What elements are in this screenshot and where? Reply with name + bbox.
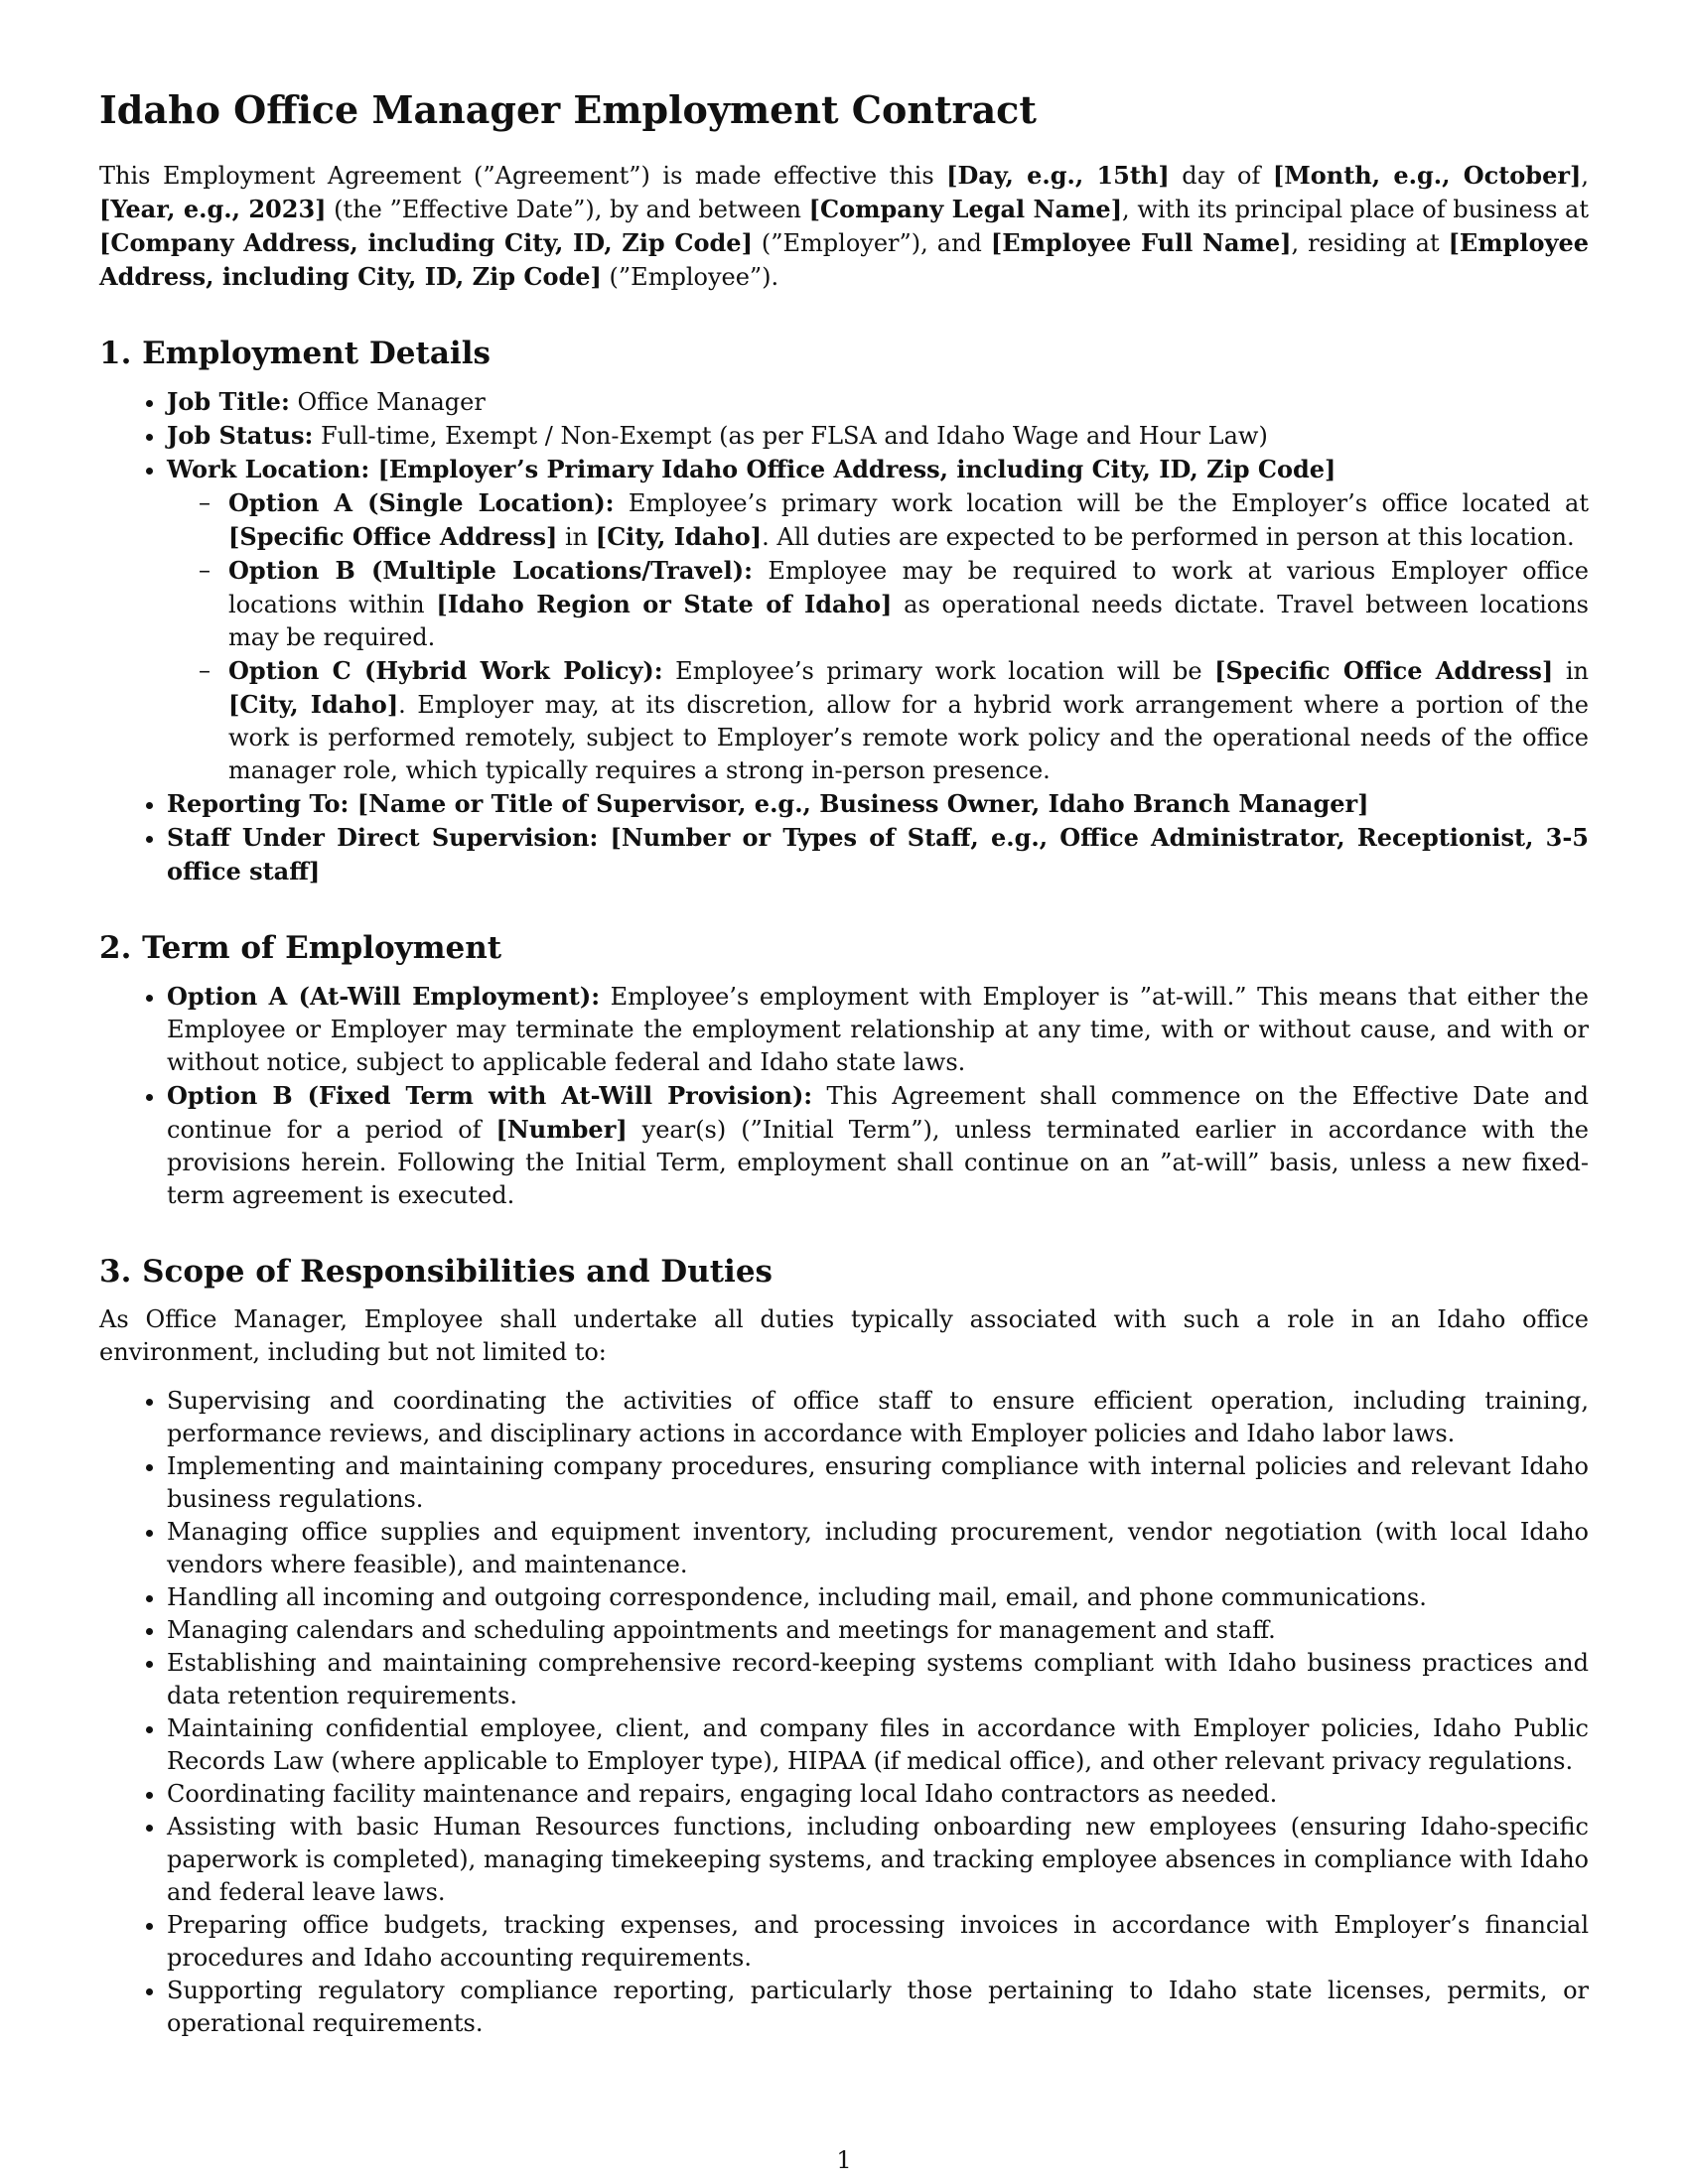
duty-item: • Establishing and maintaining comprehensive record-keeping systems compliant with Idaho business practices and data retention requirements. (167, 1647, 1589, 1712)
option-label: Option A (At-Will Employment): (167, 982, 601, 1011)
duty-item: • Supporting regulatory compliance reporting, particularly those pertaining to Idaho state licenses, permits, or operational requirements. (167, 1975, 1589, 2040)
duty-item: • Preparing office budgets, tracking expenses, and processing invoices in accordance with Employer’s financial procedures and Idaho accounting requirements. (167, 1909, 1589, 1975)
duties-intro: As Office Manager, Employee shall undertake all duties typically associated with such a role in an Idaho office environment, including but not limited to: (99, 1305, 1589, 1366)
placeholder-employee-address: [Employee Address, including City, ID, Zip Code] (99, 228, 1589, 291)
placeholder: [Idaho Region or State of Idaho] (436, 590, 893, 618)
option-text: Employee’s employment with Employer is ”at-will.” This means that either the Employee or Employer may terminate the employment relationship at any time, with or without cause, and with or without notice, subject to applicable federal and Idaho state laws. (167, 983, 1589, 1076)
placeholder: [Specific Office Address] (1214, 656, 1554, 685)
option-text: Employee may be required to work at various Employer office locations within (228, 557, 1589, 618)
field-label: Job Title: (167, 387, 290, 416)
field-value: [Name or Title of Supervisor, e.g., Business Owner, Idaho Branch Manager] (356, 789, 1369, 818)
field-label: Staff Under Direct Supervision: (167, 823, 611, 852)
field-value: [Employer’s Primary Idaho Office Address, including City, ID, Zip Code] (377, 455, 1336, 483)
duty-item: • Assisting with basic Human Resources functions, including onboarding new employees (ensuring Idaho-specific paperwork is completed), managing timekeeping systems, and tracking employee absences in compliance with Idaho and federal leave laws. (167, 1811, 1589, 1909)
intro-text: (the ”Effective Date”), by and between (326, 196, 809, 223)
document-page (99, 87, 1589, 2040)
duty-item: • Coordinating facility maintenance and repairs, engaging local Idaho contractors as needed. (167, 1778, 1589, 1811)
field-label: Work Location: (167, 455, 378, 483)
section-3-heading: 3. Scope of Responsibilities and Duties (99, 1254, 774, 1290)
option-text: as operational needs dictate. Travel between locations may be required. (228, 591, 1589, 651)
list-item-work-location (167, 453, 1589, 787)
field-label: Reporting To: (167, 789, 357, 818)
list-item-reporting-to (167, 787, 1589, 821)
document-title: Idaho Office Manager Employment Contract (99, 87, 1037, 132)
option-text: This Agreement shall commence on the Effective Date and continue for a period of (167, 1082, 1589, 1144)
duties-list (99, 1385, 1589, 2040)
duty-item: • Supervising and coordinating the activities of office staff to ensure efficient operation, including training, performance reviews, and disciplinary actions in accordance with Employer policies and Idaho labor laws. (167, 1385, 1589, 1450)
intro-text: (”Employer”), and (752, 229, 991, 257)
term-option-b (167, 1079, 1589, 1212)
intro-text: day of (1169, 162, 1273, 190)
term-options-list (99, 980, 1589, 1212)
option-text: in (557, 523, 596, 551)
option-label: Option A (Single Location): (228, 488, 615, 517)
intro-text: , with its principal place of business at (1122, 196, 1589, 223)
employment-details-list (99, 385, 1589, 888)
option-text: Employee’s primary work location will be (662, 657, 1215, 685)
intro-text: , (1581, 162, 1590, 190)
placeholder: [City, Idaho] (228, 690, 399, 719)
list-item-job-title (167, 385, 1589, 419)
list-item-staff-supervision (167, 821, 1589, 888)
duty-item: • Maintaining confidential employee, client, and company files in accordance with Employer policies, Idaho Public Records Law (where applicable to Employer type), HIPAA (if medical office), and other relevant privacy regulations. (167, 1712, 1589, 1778)
placeholder-company-address: [Company Address, including City, ID, Zip Code] (99, 228, 753, 257)
placeholder-employee-name: [Employee Full Name] (990, 228, 1292, 257)
duty-item: • Managing office supplies and equipment inventory, including procurement, vendor negotiation (with local Idaho vendors where feasible), and maintenance. (167, 1516, 1589, 1581)
field-label: Job Status: (167, 421, 314, 450)
field-value: [Number or Types of Staff, e.g., Office Administrator, Receptionist, 3-5 office staff] (167, 823, 1589, 886)
section-1-heading: 1. Employment Details (99, 336, 491, 371)
option-text: year(s) (”Initial Term”), unless terminated earlier in accordance with the provisions herein. Following the Initial Term, employment shall continue on an ”at-will” basis, unless a new fixed-term agreement is executed. (167, 1116, 1589, 1209)
option-text: . All duties are expected to be performed in person at this location. (762, 523, 1575, 551)
option-text: Employee’s primary work location will be the Employer’s office located at (614, 489, 1589, 517)
placeholder-company-name: [Company Legal Name] (808, 195, 1123, 223)
placeholder-year: [Year, e.g., 2023] (99, 195, 327, 223)
intro-text: , residing at (1291, 229, 1449, 257)
option-text: . Employer may, at its discretion, allow for a hybrid work arrangement where a portion of the work is performed remotely, subject to Employer’s remote work policy and the operational needs of the office manager role, which typically requires a strong in-person presence. (228, 691, 1589, 784)
option-a-single-location (228, 486, 1589, 554)
option-label: Option B (Fixed Term with At-Will Provision): (167, 1081, 813, 1110)
section-2-heading: 2. Term of Employment (99, 930, 502, 966)
placeholder: [Number] (495, 1115, 628, 1144)
list-item-job-status (167, 419, 1589, 453)
option-label: Option B (Multiple Locations/Travel): (228, 556, 753, 585)
work-location-options (167, 486, 1589, 787)
option-c-hybrid (228, 654, 1589, 787)
placeholder-day: [Day, e.g., 15th] (946, 161, 1170, 190)
option-b-multiple-locations (228, 554, 1589, 654)
placeholder-month: [Month, e.g., October] (1272, 161, 1582, 190)
duty-item: • Managing calendars and scheduling appointments and meetings for management and staff. (167, 1614, 1589, 1647)
term-option-a (167, 980, 1589, 1079)
field-value: Office Manager (289, 388, 486, 416)
duty-item: • Implementing and maintaining company procedures, ensuring compliance with internal policies and relevant Idaho business regulations. (167, 1450, 1589, 1516)
placeholder: [Specific Office Address] (228, 522, 558, 551)
field-value: Full-time, Exempt / Non-Exempt (as per FLSA and Idaho Wage and Hour Law) (313, 422, 1268, 450)
intro-text: (”Employee”). (601, 263, 779, 291)
intro-paragraph (99, 159, 1589, 294)
option-label: Option C (Hybrid Work Policy): (228, 656, 663, 685)
placeholder: [City, Idaho] (595, 522, 763, 551)
option-text: in (1553, 657, 1589, 685)
intro-text: This Employment Agreement (”Agreement”) is made effective this (99, 162, 947, 190)
duty-item: • Handling all incoming and outgoing correspondence, including mail, email, and phone communications. (167, 1581, 1589, 1614)
page-number: 1 (836, 2146, 852, 2174)
